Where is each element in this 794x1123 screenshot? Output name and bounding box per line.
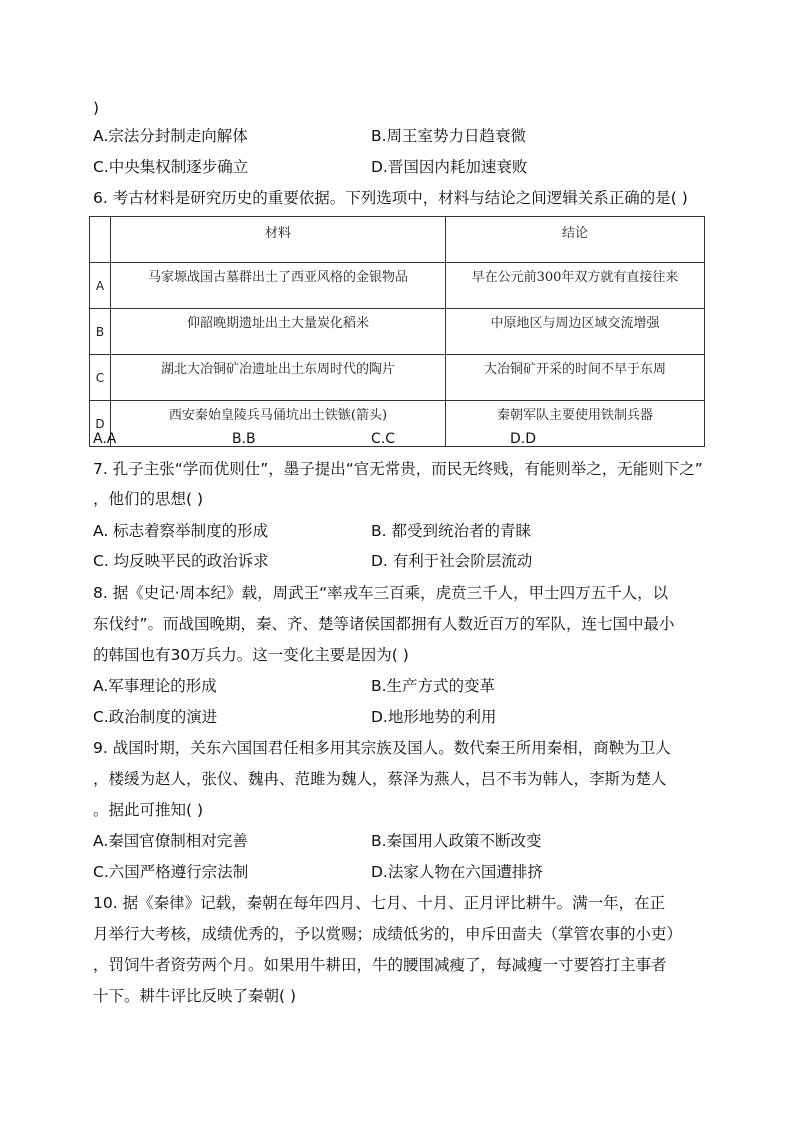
row-conclusion: 中原地区与周边区域交流增强 [446,309,705,355]
q5-option-b: B.周王室势力日趋衰微 [371,127,527,145]
row-label: C [90,355,111,401]
q5-option-c: C.中央集权制逐步确立 [93,158,249,176]
row-label: B [90,309,111,355]
q6-answer-c: C.C [371,431,396,447]
q5-stem-tail: ) [93,99,100,117]
q10-stem-line1: 10. 据《秦律》记载，秦朝在每年四月、七月、十月、正月评比耕牛。满一年，在正 [93,894,666,912]
table-corner-cell [90,217,111,263]
q7-option-a: A. 标志着察举制度的形成 [93,522,269,540]
table-header-row [90,217,705,263]
q6-answer-b: B.B [232,431,256,447]
table-header-conclusion: 结论 [446,217,705,263]
q8-option-c: C.政治制度的演进 [93,708,218,726]
row-conclusion: 秦朝军队主要使用铁制兵器 [446,401,705,447]
q6-evidence-table [89,216,705,447]
row-material: 仰韶晚期遗址出土大量炭化稻米 [111,309,446,355]
q8-option-d: D.地形地势的利用 [371,708,497,726]
q9-stem-line3: 。据此可推知( ) [93,801,204,819]
q8-option-a: A.军事理论的形成 [93,677,217,695]
q5-option-d: D.晋国因内耗加速衰败 [371,158,528,176]
q9-option-d: D.法家人物在六国遭排挤 [371,863,543,881]
q9-stem-line2: ，楼缓为赵人，张仪、魏冉、范雎为魏人，蔡泽为燕人，吕不韦为韩人，李斯为楚人 [93,770,667,788]
table-row [90,355,705,401]
q9-option-c: C.六国严格遵行宗法制 [93,863,249,881]
q10-stem-line2: 月举行大考核，成绩优秀的，予以赏赐；成绩低劣的，申斥田啬夫（掌管农事的小吏） [93,925,683,943]
row-conclusion: 大冶铜矿开采的时间不早于东周 [446,355,705,401]
q8-stem-line3: 的韩国也有30万兵力。这一变化主要是因为( ) [93,646,409,664]
table-row [90,401,705,447]
q5-option-a: A.宗法分封制走向解体 [93,127,248,145]
q6-answer-d: D.D [510,431,537,447]
row-material: 马家塬战国古墓群出土了西亚风格的金银物品 [111,263,446,309]
row-label: A [90,263,111,309]
q10-stem-line4: 十下。耕牛评比反映了秦朝( ) [93,987,297,1005]
row-material: 湖北大冶铜矿冶遗址出土东周时代的陶片 [111,355,446,401]
q9-option-b: B.秦国用人政策不断改变 [371,832,542,850]
row-conclusion: 早在公元前300年双方就有直接往来 [446,263,705,309]
table-row [90,309,705,355]
q7-stem-line1: 7. 孔子主张“学而优则仕”，墨子提出“官无常贵，而民无终贱，有能则举之，无能则下之” [93,460,703,478]
q10-stem-line3: ，罚饲牛者资劳两个月。如果用牛耕田，牛的腰围减瘦了，每减瘦一寸要笞打主事者 [93,956,667,974]
row-material: 西安秦始皇陵兵马俑坑出土铁镞(箭头) [111,401,446,447]
table-header-material: 材料 [111,217,446,263]
q8-option-b: B.生产方式的变革 [371,677,496,695]
q9-option-a: A.秦国官僚制相对完善 [93,832,248,850]
q6-answer-a: A.A [93,431,117,447]
row-label: D [90,401,111,447]
q8-stem-line1: 8. 据《史记·周本纪》载，周武王“率戎车三百乘，虎贲三千人，甲士四万五千人，以 [93,584,669,602]
q6-stem: 6. 考古材料是研究历史的重要依据。下列选项中，材料与结论之间逻辑关系正确的是( ) [93,189,688,207]
q7-option-b: B. 都受到统治者的青睐 [371,522,531,540]
q7-option-d: D. 有利于社会阶层流动 [371,552,533,570]
table-row [90,263,705,309]
q8-stem-line2: 东伐纣”。而战国晚期，秦、齐、楚等诸侯国都拥有人数近百万的军队，连七国中最小 [93,615,675,633]
q7-stem-line2: ，他们的思想( ) [93,490,204,508]
q7-option-c: C. 均反映平民的政治诉求 [93,552,269,570]
q9-stem-line1: 9. 战国时期，关东六国国君任相多用其宗族及国人。数代秦王所用秦相，商鞅为卫人 [93,739,671,757]
